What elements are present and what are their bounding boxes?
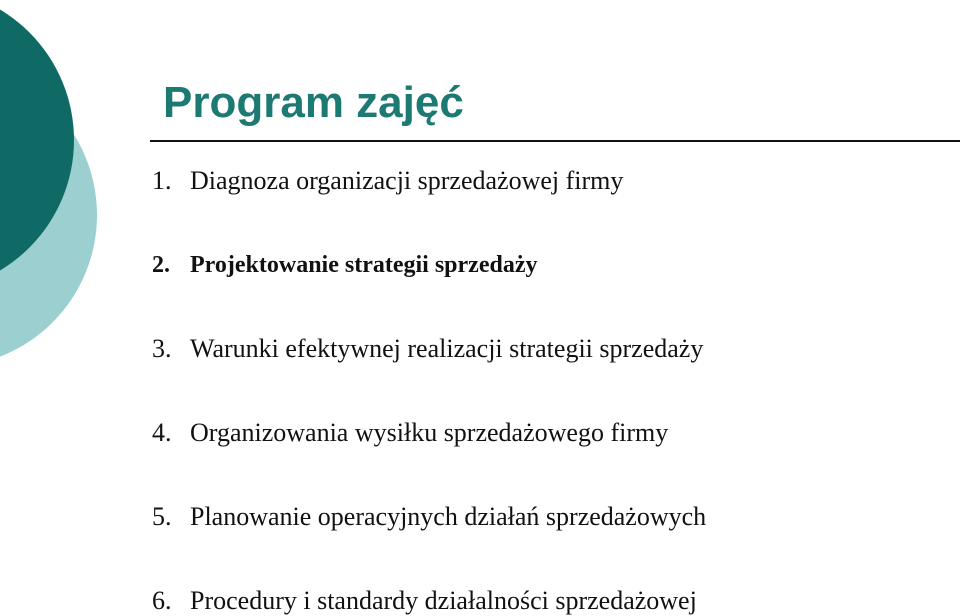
agenda-item <box>152 163 623 199</box>
agenda-item-text: Projektowanie strategii sprzedaży <box>190 252 538 278</box>
agenda-item-text: Planowanie operacyjnych działań sprzedażowych <box>190 502 707 531</box>
agenda-item-number: 4. <box>152 418 172 447</box>
agenda-item-text: Organizowania wysiłku sprzedażowego firmy <box>190 418 669 447</box>
agenda-item <box>152 583 697 616</box>
title-divider <box>150 140 960 142</box>
agenda-item-text: Warunki efektywnej realizacji strategii sprzedaży <box>190 334 704 363</box>
agenda-item-number: 6. <box>152 586 172 615</box>
agenda-item <box>152 499 706 535</box>
agenda-item-number: 3. <box>152 334 172 363</box>
agenda-item <box>152 247 537 283</box>
agenda-item <box>152 415 668 451</box>
agenda-item <box>152 331 703 367</box>
agenda-item-number: 5. <box>152 502 172 531</box>
slide-title: Program zajęć <box>163 78 464 127</box>
agenda-item-number: 2. <box>152 252 170 278</box>
agenda-item-number: 1. <box>152 166 172 195</box>
agenda-item-text: Procedury i standardy działalności sprzedażowej <box>190 586 697 615</box>
agenda-item-text: Diagnoza organizacji sprzedażowej firmy <box>190 166 624 195</box>
